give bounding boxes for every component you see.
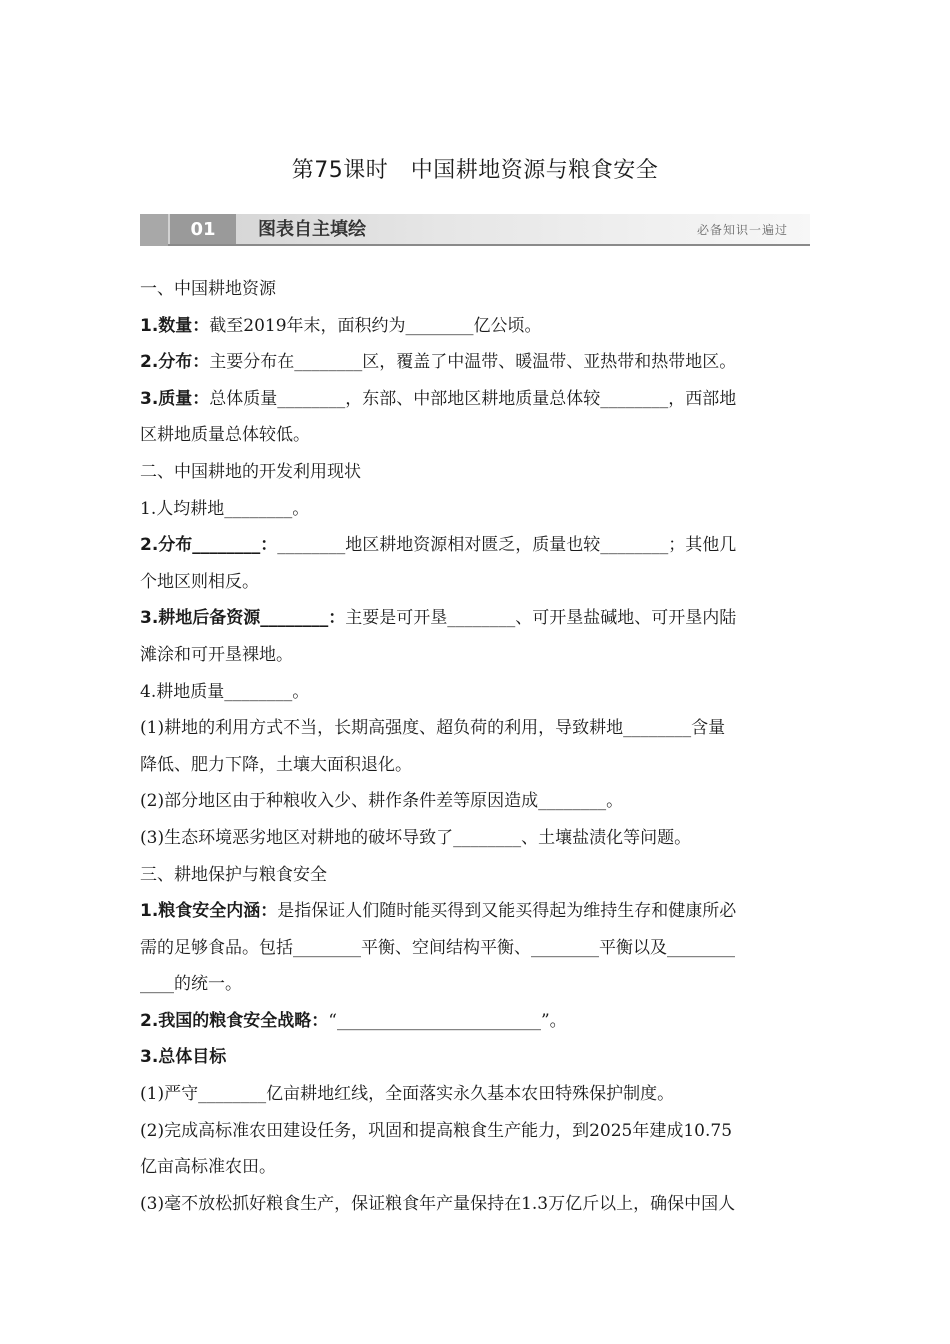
text-line: (3)生态环境恶劣地区对耕地的破坏导致了________、土壤盐渍化等问题。	[140, 827, 692, 848]
text-line: (3)毫不放松抓好粮食生产，保证粮食年产量保持在1.3万亿斤以上，确保中国人	[140, 1193, 736, 1214]
text-line: (1)耕地的利用方式不当，长期高强度、超负荷的利用，导致耕地________含量	[140, 718, 726, 739]
section-number: 01	[170, 214, 236, 244]
text-line: 4.耕地质量________。	[140, 681, 310, 702]
text-line: 降低、肥力下降，土壤大面积退化。	[140, 754, 412, 775]
text-line: 3.总体目标	[140, 1047, 227, 1068]
text-line: (1)严守________亿亩耕地红线，全面落实永久基本农田特殊保护制度。	[140, 1084, 675, 1105]
text-line: 2.分布：主要分布在________区，覆盖了中温带、暖温带、亚热带和热带地区。	[140, 352, 737, 373]
text-line: 一、中国耕地资源	[140, 279, 276, 299]
text-line: 三、耕地保护与粮食安全	[140, 864, 327, 885]
text-line: 区耕地质量总体较低。	[140, 425, 310, 446]
text-line: 3.耕地后备资源________：主要是可开垦________、可开垦盐碱地、可开垦内陆	[140, 608, 737, 629]
text-line: 1.人均耕地________。	[140, 498, 310, 519]
section-banner	[140, 214, 810, 246]
text-line: 亿亩高标准农田。	[140, 1157, 276, 1178]
section-label: 图表自主填绘	[258, 219, 366, 240]
page-title: 第75课时 中国耕地资源与粮食安全	[291, 158, 659, 183]
text-line: (2)部分地区由于种粮收入少、耕作条件差等原因造成________。	[140, 791, 624, 812]
text-line: 1.粮食安全内涵：是指保证人们随时能买得到又能买得起为维持生存和健康所必	[140, 901, 737, 922]
banner-lead-block	[140, 214, 168, 246]
section-subtitle: 必备知识一遍过	[696, 223, 788, 237]
worksheet-body	[140, 271, 810, 1222]
text-line: (2)完成高标准农田建设任务，巩固和提高粮食生产能力，到2025年建成10.75	[140, 1120, 733, 1141]
text-line: 2.我国的粮食安全战略：“________________________”。	[140, 1010, 567, 1031]
text-line: 滩涂和可开垦裸地。	[140, 644, 293, 665]
text-line: 1.数量：截至2019年末，面积约为________亿公顷。	[140, 315, 542, 336]
text-line: 需的足够食品。包括________平衡、空间结构平衡、________平衡以及________	[140, 937, 735, 958]
text-line: 二、中国耕地的开发利用现状	[140, 461, 361, 482]
text-line: 2.分布________：________地区耕地资源相对匮乏，质量也较________；其他几	[140, 535, 737, 556]
text-line: 3.质量：总体质量________，东部、中部地区耕地质量总体较________，西部地	[140, 388, 737, 409]
text-line: 个地区则相反。	[140, 571, 259, 592]
text-line: ____的统一。	[140, 974, 242, 995]
